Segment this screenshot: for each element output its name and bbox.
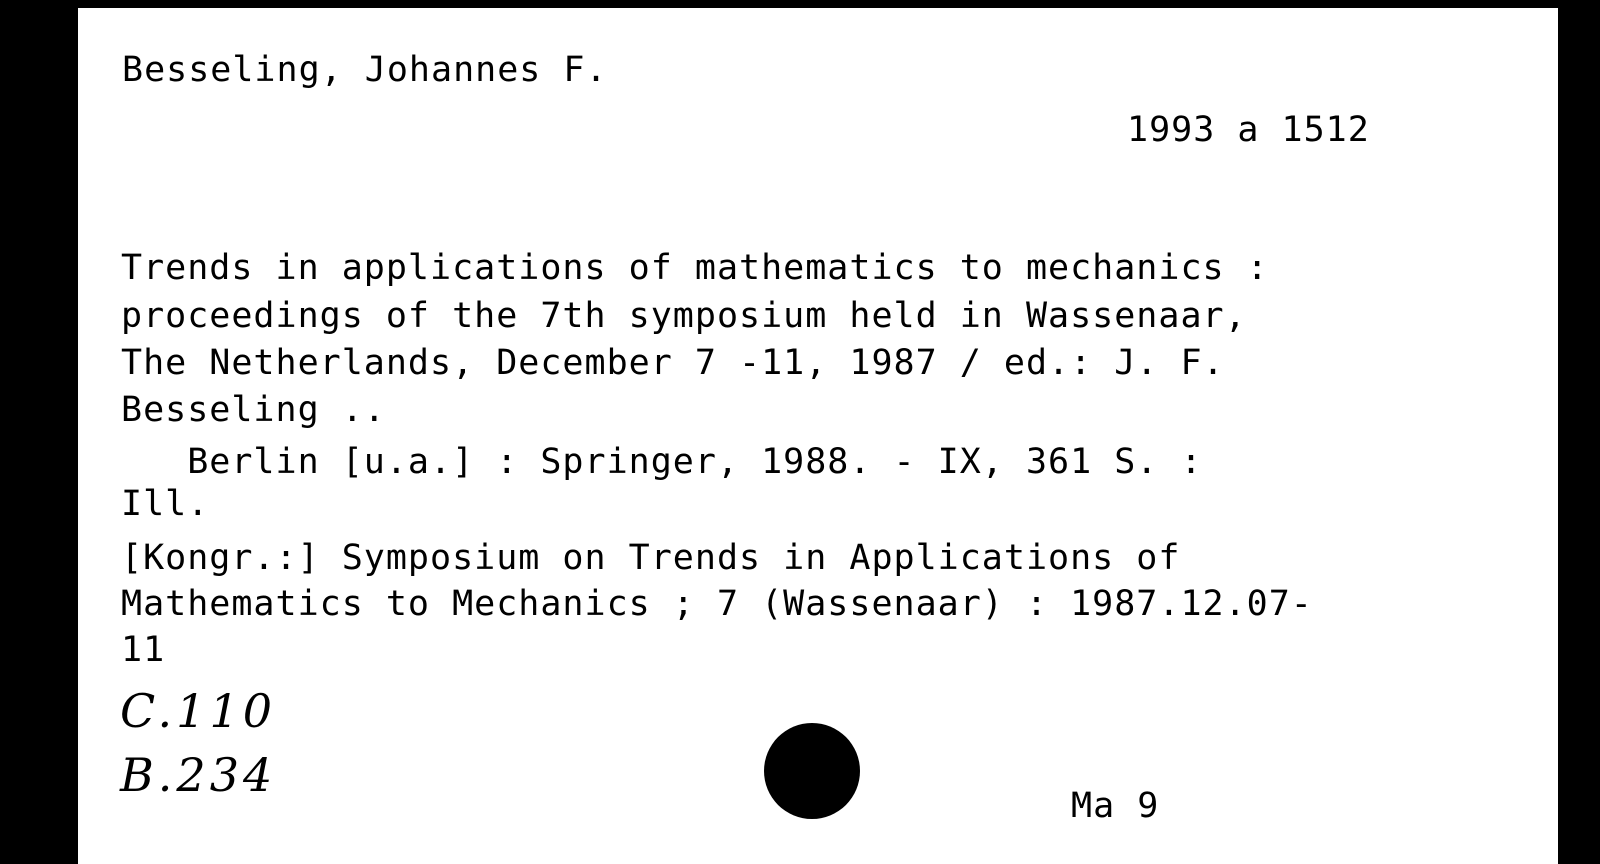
congress-line: [Kongr.:] Symposium on Trends in Applications of [121,538,1181,578]
handwritten-note: C.110 [120,684,276,738]
title-line: Besseling .. [121,390,386,430]
author-heading: Besseling, Johannes F. [122,50,608,90]
imprint-line: Berlin [u.a.] : Springer, 1988. - IX, 361 S. : [121,442,1203,482]
imprint-line: Ill. [121,484,210,524]
title-line: The Netherlands, December 7 -11, 1987 / ed.: J. F. [121,343,1225,383]
title-line: Trends in applications of mathematics to mechanics : [121,248,1269,288]
handwritten-note: B.234 [120,748,277,802]
catalog-card [78,8,1558,864]
title-line: proceedings of the 7th symposium held in Wassenaar, [121,296,1247,336]
congress-line: Mathematics to Mechanics ; 7 (Wassenaar) : 1987.12.07- [121,584,1313,624]
shelf-number: 1993 a 1512 [1127,110,1370,150]
location-code: Ma 9 [1071,786,1160,826]
congress-line: 11 [121,630,166,670]
punch-hole [764,723,860,819]
